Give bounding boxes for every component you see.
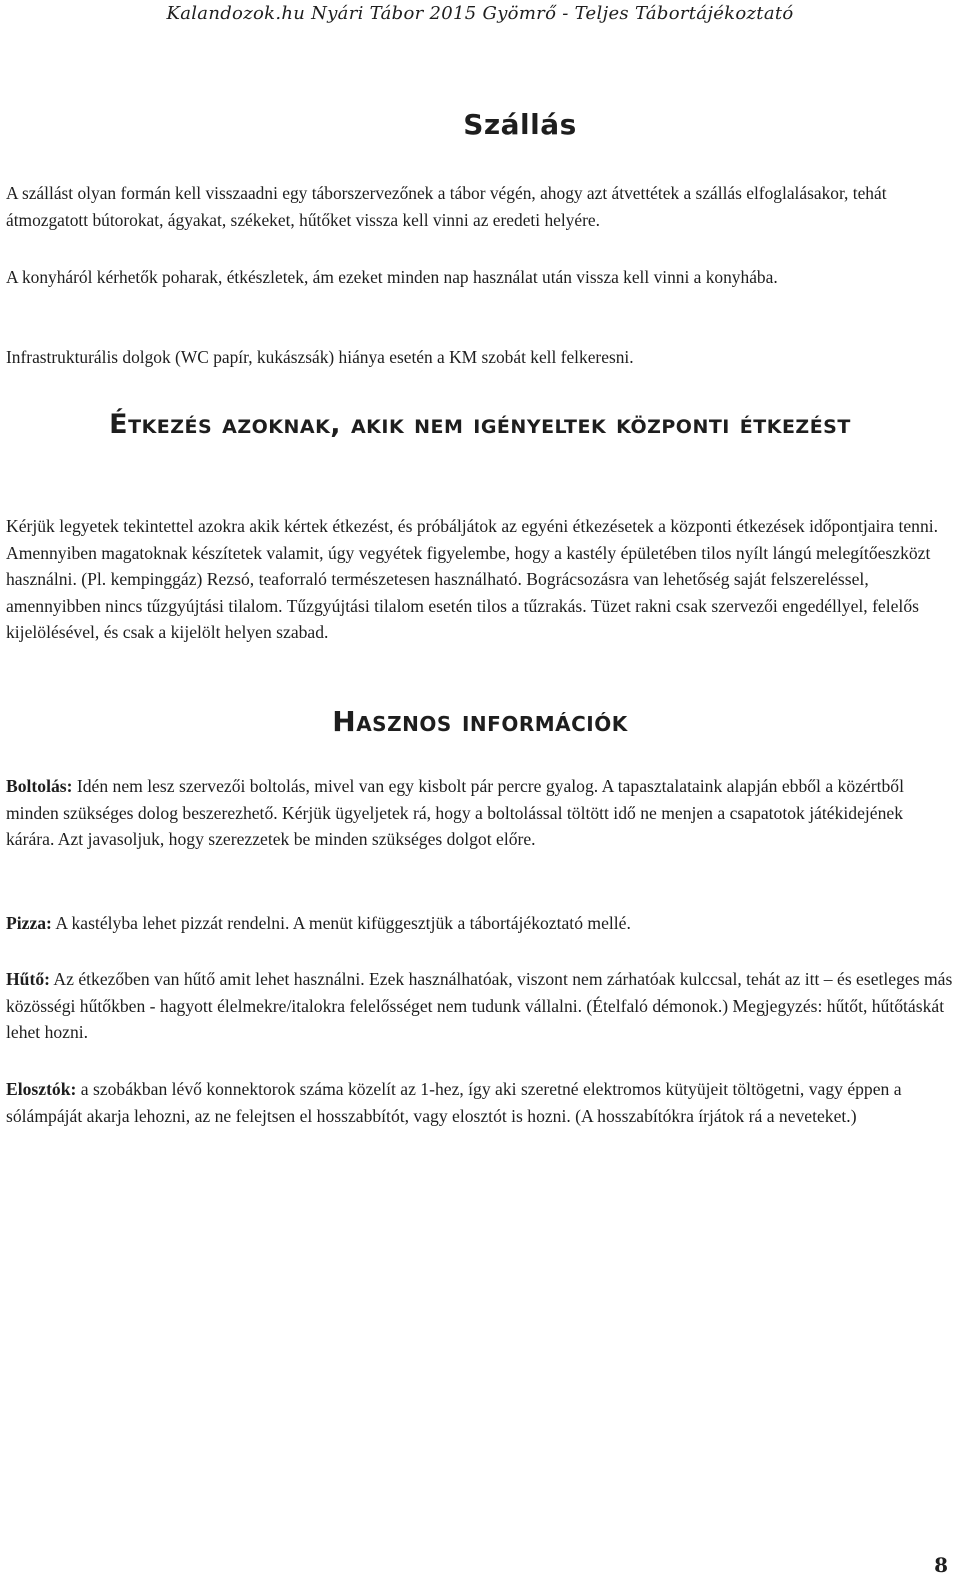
info-label-huto: Hűtő:	[6, 969, 50, 989]
section-title-etkezes: Étkezés azoknak, akik nem igényeltek központi étkezést	[109, 409, 851, 440]
section-title-hasznos: Hasznos információk	[332, 705, 628, 738]
info-item-pizza	[6, 910, 954, 937]
info-text-boltolas: Idén nem lesz szervezői boltolás, mivel van egy kisbolt pár percre gyalog. A tapasztalataink alapján ebből a közértből minden szükséges dolog beszerezhető. Kérjük ügyeljetek rá, hogy a boltolással töltött idő ne menjen a csapatotok játékidejének kárára. Azt javasoljuk, hogy szerezzetek be minden szükséges dolgot előre.	[6, 776, 904, 849]
page-number: 8	[934, 1553, 948, 1577]
info-item-elosztok	[6, 1076, 954, 1129]
info-item-boltolas	[6, 773, 954, 853]
running-header: Kalandozok.hu Nyári Tábor 2015 Gyömrő - Teljes Tábortájékoztató	[166, 3, 794, 24]
paragraph-szallas-return: A szállást olyan formán kell visszaadni egy táborszervezőnek a tábor végén, ahogy azt átvettétek a szállás elfoglalásakor, tehát átmozgatott bútorokat, ágyakat, székeket, hűtőket vissza kell vinni az eredeti helyére.	[6, 183, 887, 230]
info-text-pizza: A kastélyba lehet pizzát rendelni. A menüt kifüggesztjük a tábortájékoztató mellé.	[51, 913, 631, 933]
info-label-boltolas: Boltolás:	[6, 776, 73, 796]
paragraph-etkezes: Kérjük legyetek tekintettel azokra akik kértek étkezést, és próbáljátok az egyéni étkezésetek a központi étkezések időpontjaira tenni. Amennyiben magatoknak készítetek valamit, úgy vegyétek figyelembe, hogy a kastély épületében tilos nyílt lángú melegítőeszközt használni. (Pl. kempinggáz) Rezsó, teaforraló természetesen használható. Bográcsozásra van lehetőség saját felszereléssel, amennyibben nincs tűzgyújtási tilalom. Tűzgyújtási tilalom esetén tilos a tűzrakás. Tüzet rakni csak szervezői engedéllyel, felelős kijelölésével, és csak a kijelölt helyen szabad.	[6, 516, 939, 642]
info-text-elosztok: a szobákban lévő konnektorok száma közelít az 1-hez, így aki szeretné elektromos kütyüjeit töltögetni, vagy éppen a sólámpáját akarja lehozni, az ne felejtsen el hosszabbítót, vagy elosztót is hozni. (A hosszabítókra írjátok rá a neveteket.)	[6, 1079, 902, 1126]
paragraph-szallas-kitchen: A konyháról kérhetők poharak, étkészletek, ám ezeket minden nap használat után vissza kell vinni a konyhába.	[6, 267, 778, 287]
info-label-elosztok: Elosztók:	[6, 1079, 77, 1099]
info-text-huto: Az étkezőben van hűtő amit lehet használni. Ezek használhatóak, viszont nem zárhatóak kulccsal, tehát az itt – és esetleges más közösségi hűtőkben - hagyott élelmekre/italokra felelősséget nem tudunk vállalni. (Ételfaló démonok.) Megjegyzés: hűtőt, hűtőtáskát lehet hozni.	[6, 969, 953, 1042]
section-title-szallas: Szállás	[463, 108, 577, 141]
info-label-pizza: Pizza:	[6, 913, 52, 933]
paragraph-szallas-infrastructure: Infrastrukturális dolgok (WC papír, kukászsák) hiánya esetén a KM szobát kell felkeresni.	[6, 347, 634, 367]
info-item-huto	[6, 966, 954, 1046]
